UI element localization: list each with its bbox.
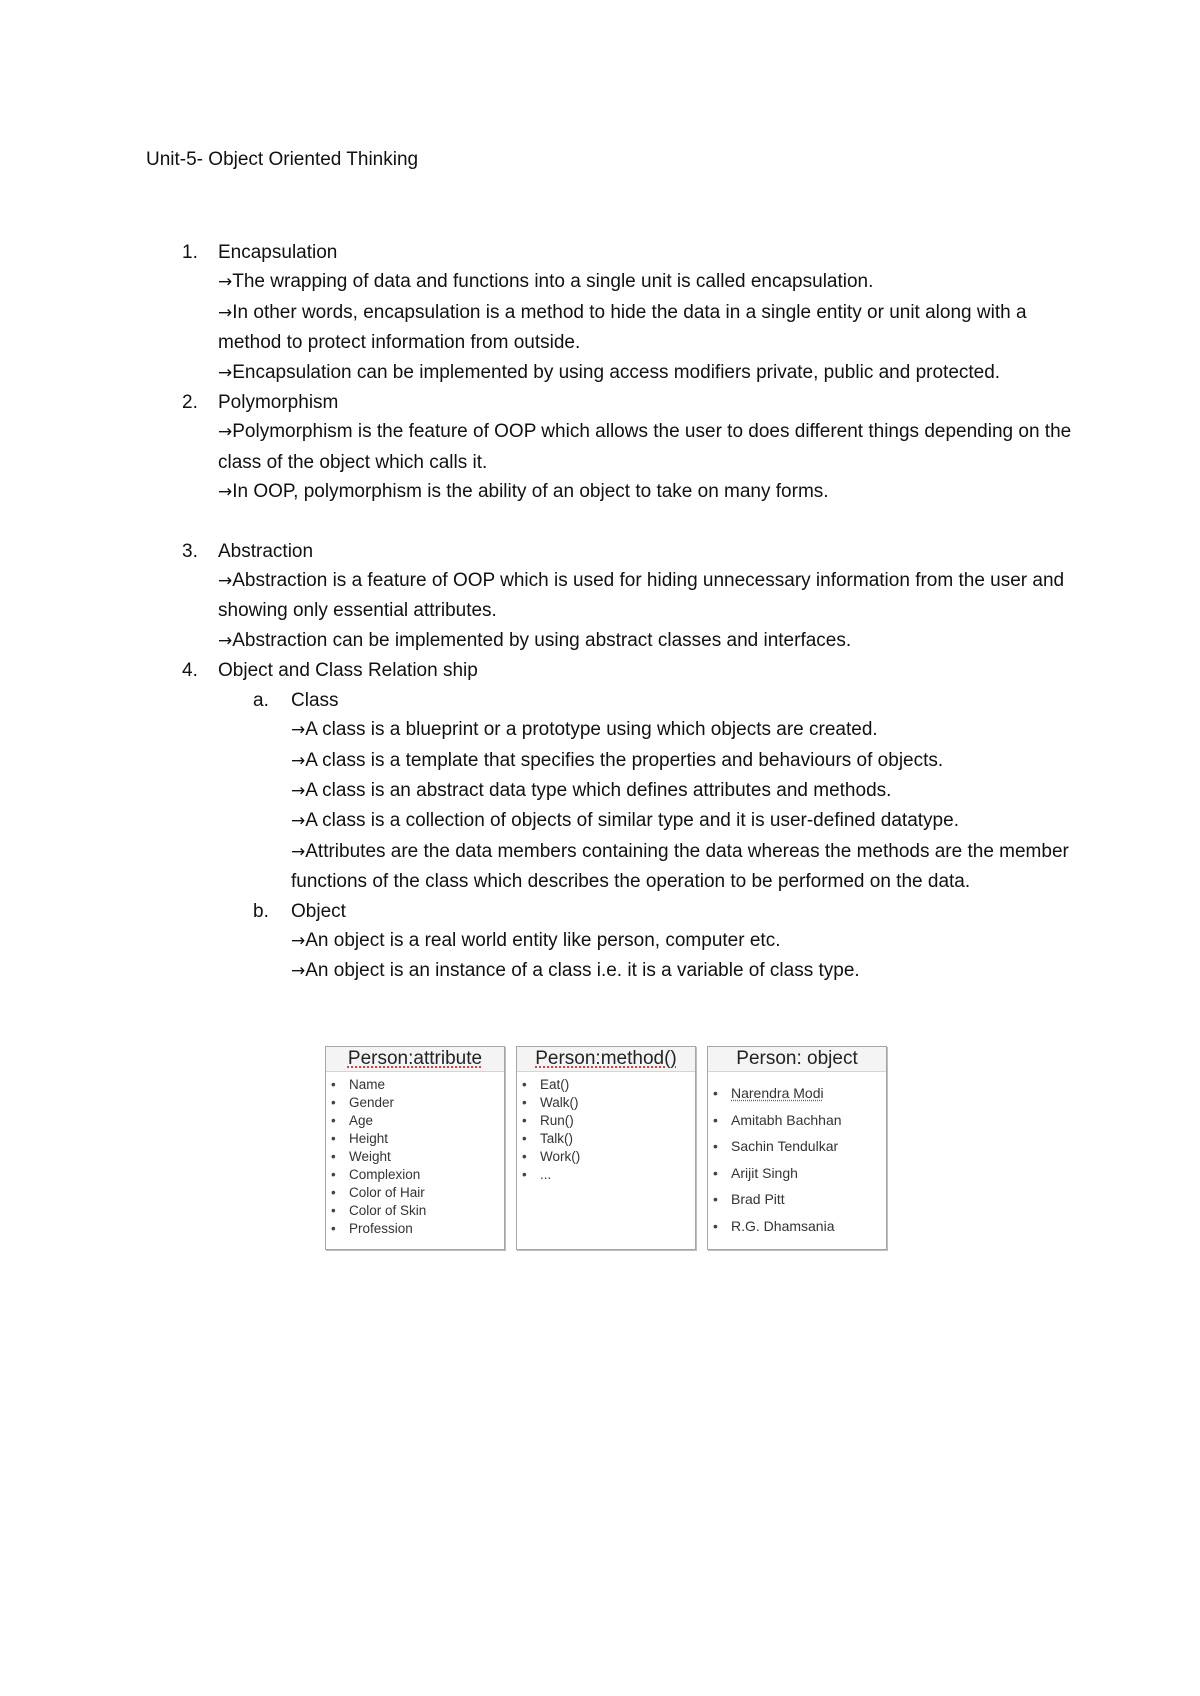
person-figure <box>325 1046 890 1250</box>
point: →Polymorphism is the feature of OOP which allows the user to does different things depending on the class of the object which calls it. <box>218 421 1072 473</box>
list-item: • Arijit Singh <box>708 1160 886 1187</box>
subsection-letter: b. <box>253 900 269 922</box>
attribute-list <box>326 1072 504 1238</box>
subsection-object <box>218 897 1076 987</box>
attribute-box <box>325 1046 505 1250</box>
section-abstraction <box>146 537 1076 657</box>
arrow-icon: → <box>218 482 233 503</box>
list-item: • Amitabh Bachhan <box>708 1107 886 1134</box>
list-item: • Weight <box>326 1148 504 1166</box>
arrow-icon: → <box>291 930 306 951</box>
arrow-icon: → <box>218 422 233 443</box>
list-item: • Run() <box>517 1112 695 1130</box>
list-item: • Work() <box>517 1148 695 1166</box>
arrow-icon: → <box>218 362 233 383</box>
point: →An object is an instance of a class i.e. it is a variable of class type. <box>291 960 860 982</box>
section-heading: Polymorphism <box>218 392 339 414</box>
list-item: • Name <box>326 1076 504 1094</box>
point: →In other words, encapsulation is a method to hide the data in a single entity or unit along with a method to protect information from outside. <box>218 301 1027 354</box>
point: →The wrapping of data and functions into a single unit is called encapsulation. <box>218 271 874 293</box>
section-number: 4. <box>182 660 198 682</box>
subsection-class <box>218 686 1076 897</box>
method-list <box>517 1072 695 1184</box>
list-item: • Color of Hair <box>326 1184 504 1202</box>
section-heading: Abstraction <box>218 540 314 562</box>
attribute-box-title: Person:attribute <box>347 1048 483 1069</box>
subsection-heading: Object <box>291 900 346 922</box>
arrow-icon: → <box>218 302 233 323</box>
point: →Abstraction is a feature of OOP which is used for hiding unnecessary information from the user and showing only essential attributes. <box>218 570 1065 622</box>
list-item: • Sachin Tendulkar <box>708 1133 886 1160</box>
list-item: • ... <box>517 1166 695 1184</box>
point: →Encapsulation can be implemented by using access modifiers private, public and protected. <box>218 361 1001 383</box>
list-item: • Gender <box>326 1094 504 1112</box>
point: →A class is a template that specifies the properties and behaviours of objects. <box>291 749 944 771</box>
arrow-icon: → <box>291 750 306 771</box>
subsection-heading: Class <box>291 689 339 711</box>
point: →Attributes are the data members containing the data whereas the methods are the member functions of the class which describes the operation to be performed on the data. <box>291 840 1069 893</box>
arrow-icon: → <box>218 571 233 592</box>
list-item: • Complexion <box>326 1166 504 1184</box>
list-item: • Talk() <box>517 1130 695 1148</box>
point: →In OOP, polymorphism is the ability of an object to take on many forms. <box>218 481 829 503</box>
point: →A class is a blueprint or a prototype using which objects are created. <box>291 719 878 741</box>
subsection-letter: a. <box>253 689 269 711</box>
section-number: 3. <box>182 540 198 562</box>
method-box <box>516 1046 696 1250</box>
section-encapsulation <box>146 238 1076 388</box>
point: →A class is a collection of objects of similar type and it is user-defined datatype. <box>291 810 959 832</box>
object-box-title: Person: object <box>736 1048 858 1069</box>
list-item: • Age <box>326 1112 504 1130</box>
point: →A class is an abstract data type which defines attributes and methods. <box>291 779 892 801</box>
document-title: Unit-5- Object Oriented Thinking <box>146 149 419 170</box>
arrow-icon: → <box>291 841 306 862</box>
list-item: • Color of Skin <box>326 1202 504 1220</box>
arrow-icon: → <box>291 780 306 801</box>
arrow-icon: → <box>291 961 306 982</box>
list-item: • Height <box>326 1130 504 1148</box>
arrow-icon: → <box>291 811 306 832</box>
list-item: • R.G. Dhamsania <box>708 1213 886 1240</box>
subsection-list <box>218 686 1076 987</box>
list-item: • Walk() <box>517 1094 695 1112</box>
point: →An object is a real world entity like person, computer etc. <box>291 929 781 951</box>
object-list <box>708 1072 886 1240</box>
arrow-icon: → <box>291 720 306 741</box>
method-box-title: Person:method() <box>535 1048 677 1069</box>
arrow-icon: → <box>218 630 233 651</box>
section-list <box>146 238 1076 987</box>
section-heading: Encapsulation <box>218 242 338 263</box>
list-item: • Narendra Modi <box>708 1080 886 1107</box>
list-item: • Eat() <box>517 1076 695 1094</box>
section-number: 1. <box>182 242 198 263</box>
object-box <box>707 1046 887 1250</box>
arrow-icon: → <box>218 272 233 293</box>
list-item: • Profession <box>326 1220 504 1238</box>
section-object-class-relationship <box>146 656 1076 986</box>
section-polymorphism <box>146 388 1076 508</box>
section-number: 2. <box>182 392 198 414</box>
point: →Abstraction can be implemented by using abstract classes and interfaces. <box>218 629 852 651</box>
section-heading: Object and Class Relation ship <box>218 660 478 682</box>
list-item: • Brad Pitt <box>708 1186 886 1213</box>
